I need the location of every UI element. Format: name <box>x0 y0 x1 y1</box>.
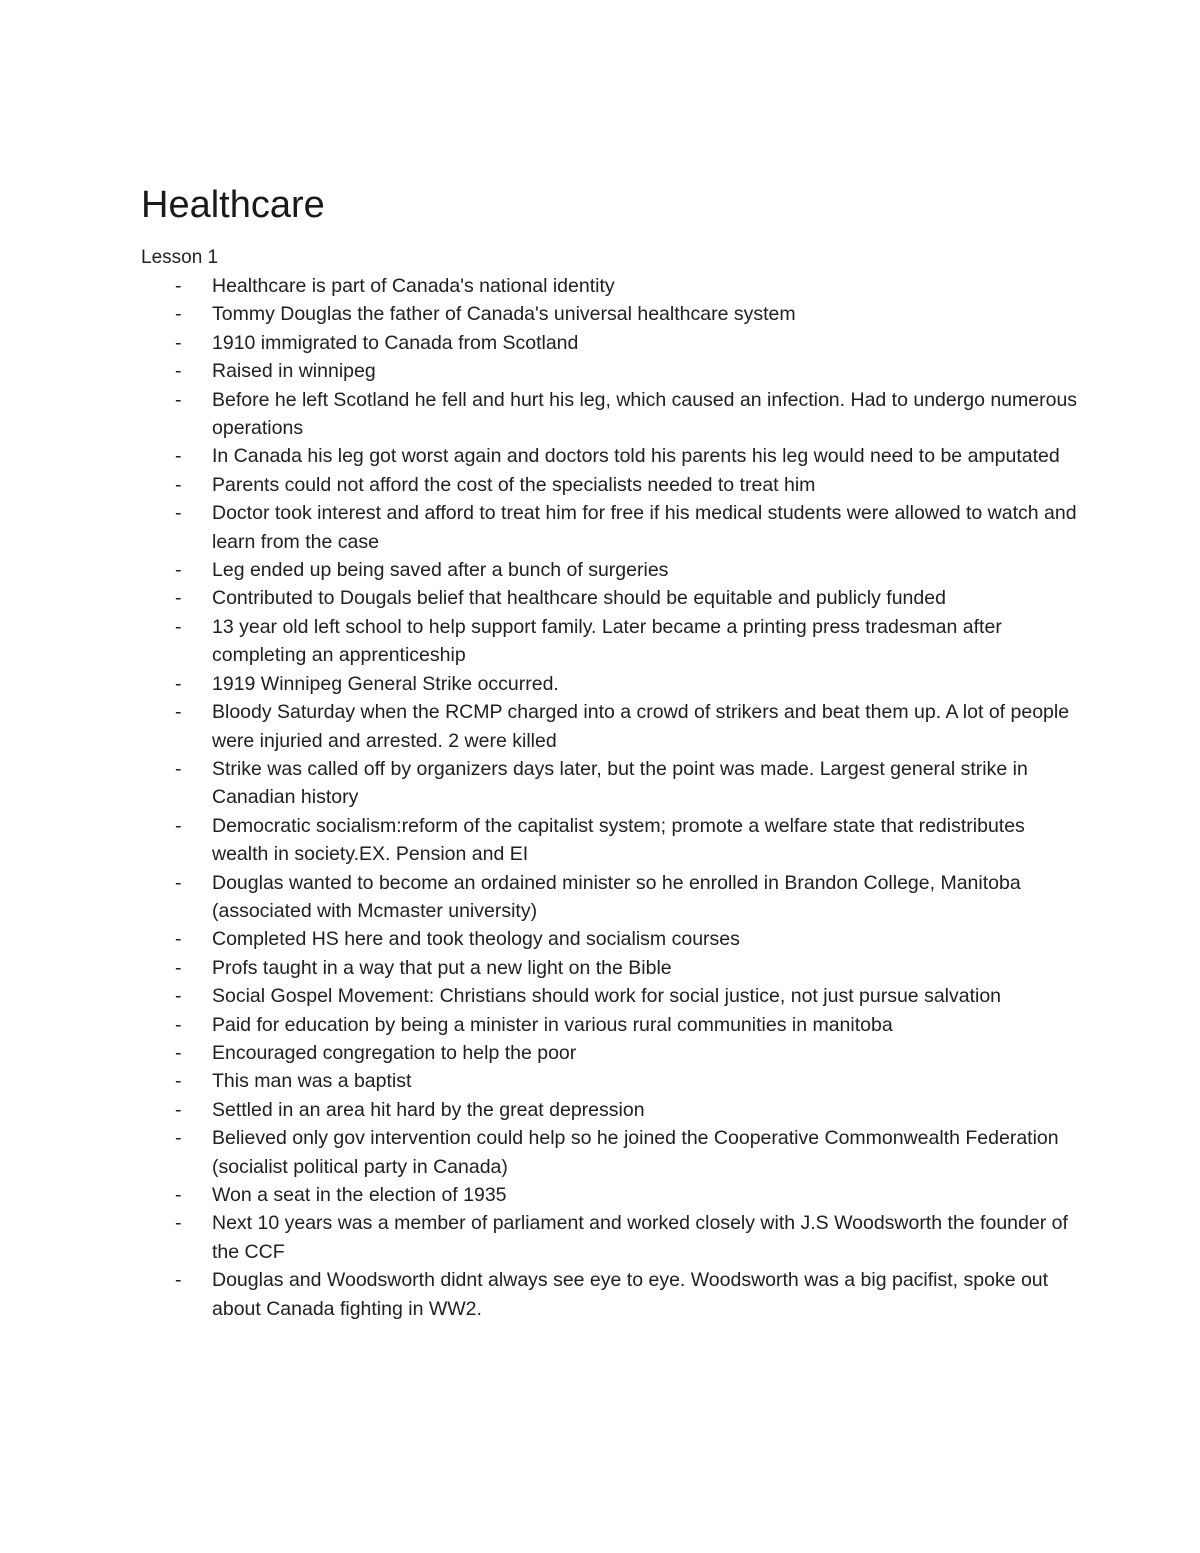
note-text: Settled in an area hit hard by the great depression <box>212 1098 645 1121</box>
note-text: Bloody Saturday when the RCMP charged into a crowd of strikers and beat them up. A lot of people were injuried and arrested. 2 were killed <box>212 701 1070 752</box>
note-text: Doctor took interest and afford to treat him for free if his medical students were allowed to watch and learn from the case <box>212 502 1077 553</box>
note-text: Healthcare is part of Canada's national identity <box>212 275 615 297</box>
note-item <box>141 1124 1081 1181</box>
note-item <box>141 499 1081 556</box>
bullet-dash: - <box>175 871 182 894</box>
note-text: Democratic socialism:reform of the capitalist system; promote a welfare state that redistributes wealth in society.EX. Pension and EI <box>212 814 1025 866</box>
bullet-dash: - <box>175 445 182 468</box>
note-text: Social Gospel Movement: Christians should work for social justice, not just pursue salvation <box>212 985 1002 1008</box>
note-text: Profs taught in a way that put a new light on the Bible <box>212 956 672 979</box>
note-item <box>141 1266 1081 1323</box>
bullet-dash: - <box>175 672 182 695</box>
note-text: Raised in winnipeg <box>212 360 376 383</box>
note-text: Completed HS here and took theology and socialism courses <box>212 928 740 951</box>
note-text: Encouraged congregation to help the poor <box>212 1041 577 1064</box>
note-item <box>141 386 1081 443</box>
note-item <box>141 272 1081 300</box>
note-text: 1910 immigrated to Canada from Scotland <box>212 331 579 354</box>
bullet-dash: - <box>175 559 182 582</box>
bullet-dash: - <box>175 388 182 411</box>
note-text: Contributed to Dougals belief that healthcare should be equitable and publicly funded <box>212 587 946 610</box>
bullet-dash: - <box>175 587 182 610</box>
document-title: Healthcare <box>141 184 325 226</box>
note-item <box>141 357 1081 385</box>
bullet-dash: - <box>175 1041 182 1064</box>
note-text: Paid for education by being a minister in various rural communities in manitoba <box>212 1013 893 1036</box>
bullet-dash: - <box>175 1098 182 1121</box>
bullet-dash: - <box>175 1184 182 1206</box>
note-text: In Canada his leg got worst again and doctors told his parents his leg would need to be amputated <box>212 445 1060 468</box>
bullet-dash: - <box>175 985 182 1008</box>
note-item <box>141 812 1081 869</box>
note-item <box>141 1067 1081 1095</box>
note-text: Next 10 years was a member of parliament and worked closely with J.S Woodsworth the founder of the CCF <box>212 1212 1068 1263</box>
note-item <box>141 954 1081 982</box>
bullet-dash: - <box>175 1013 182 1036</box>
note-item <box>141 1039 1081 1067</box>
note-text: Before he left Scotland he fell and hurt his leg, which caused an infection. Had to undergo numerous operations <box>212 388 1078 440</box>
bullet-dash: - <box>175 1269 182 1292</box>
bullet-dash: - <box>175 360 182 383</box>
lesson-heading: Lesson 1 <box>141 247 219 268</box>
note-text: Parents could not afford the cost of the specialists needed to treat him <box>212 473 816 496</box>
note-text: 13 year old left school to help support family. Later became a printing press tradesman after completing an apprenticeship <box>212 615 1002 667</box>
note-text: Won a seat in the election of 1935 <box>212 1184 507 1206</box>
note-item <box>141 329 1081 357</box>
note-item <box>141 471 1081 499</box>
note-item <box>141 982 1081 1010</box>
bullet-dash: - <box>175 1212 182 1235</box>
note-item <box>141 698 1081 755</box>
note-item <box>141 442 1081 470</box>
bullet-dash: - <box>175 814 182 837</box>
bullet-dash: - <box>175 303 182 326</box>
note-text: 1919 Winnipeg General Strike occurred. <box>212 672 559 695</box>
bullet-dash: - <box>175 1127 182 1150</box>
note-text: Douglas and Woodsworth didnt always see eye to eye. Woodsworth was a big pacifist, spoke out about Canada fighting in WW2. <box>212 1269 1049 1320</box>
bullet-dash: - <box>175 331 182 354</box>
bullet-dash: - <box>175 615 182 638</box>
bullet-dash: - <box>175 701 182 724</box>
note-item <box>141 300 1081 328</box>
note-item <box>141 925 1081 953</box>
note-item <box>141 1096 1081 1124</box>
notes-list <box>141 272 1081 1323</box>
note-item <box>141 869 1081 926</box>
bullet-dash: - <box>175 956 182 979</box>
note-text: Leg ended up being saved after a bunch of surgeries <box>212 559 669 582</box>
bullet-dash: - <box>175 928 182 951</box>
note-item <box>141 613 1081 670</box>
bullet-dash: - <box>175 502 182 525</box>
note-item <box>141 1209 1081 1266</box>
note-item <box>141 556 1081 584</box>
note-text: Tommy Douglas the father of Canada's universal healthcare system <box>212 303 796 326</box>
note-text: Douglas wanted to become an ordained minister so he enrolled in Brandon College, Manitoba (associated with Mcmaster university) <box>212 871 1021 922</box>
bullet-dash: - <box>175 1070 182 1093</box>
note-item <box>141 584 1081 612</box>
note-item <box>141 1181 1081 1209</box>
note-item <box>141 670 1081 698</box>
note-text: Strike was called off by organizers days later, but the point was made. Largest general strike in Canadian history <box>212 757 1028 809</box>
bullet-dash: - <box>175 473 182 496</box>
note-text: This man was a baptist <box>212 1070 412 1093</box>
note-item <box>141 1011 1081 1039</box>
note-text: Believed only gov intervention could help so he joined the Cooperative Commonwealth Federation (socialist political party in Canada) <box>212 1127 1059 1178</box>
note-item <box>141 755 1081 812</box>
bullet-dash: - <box>175 757 182 780</box>
bullet-dash: - <box>175 275 182 297</box>
